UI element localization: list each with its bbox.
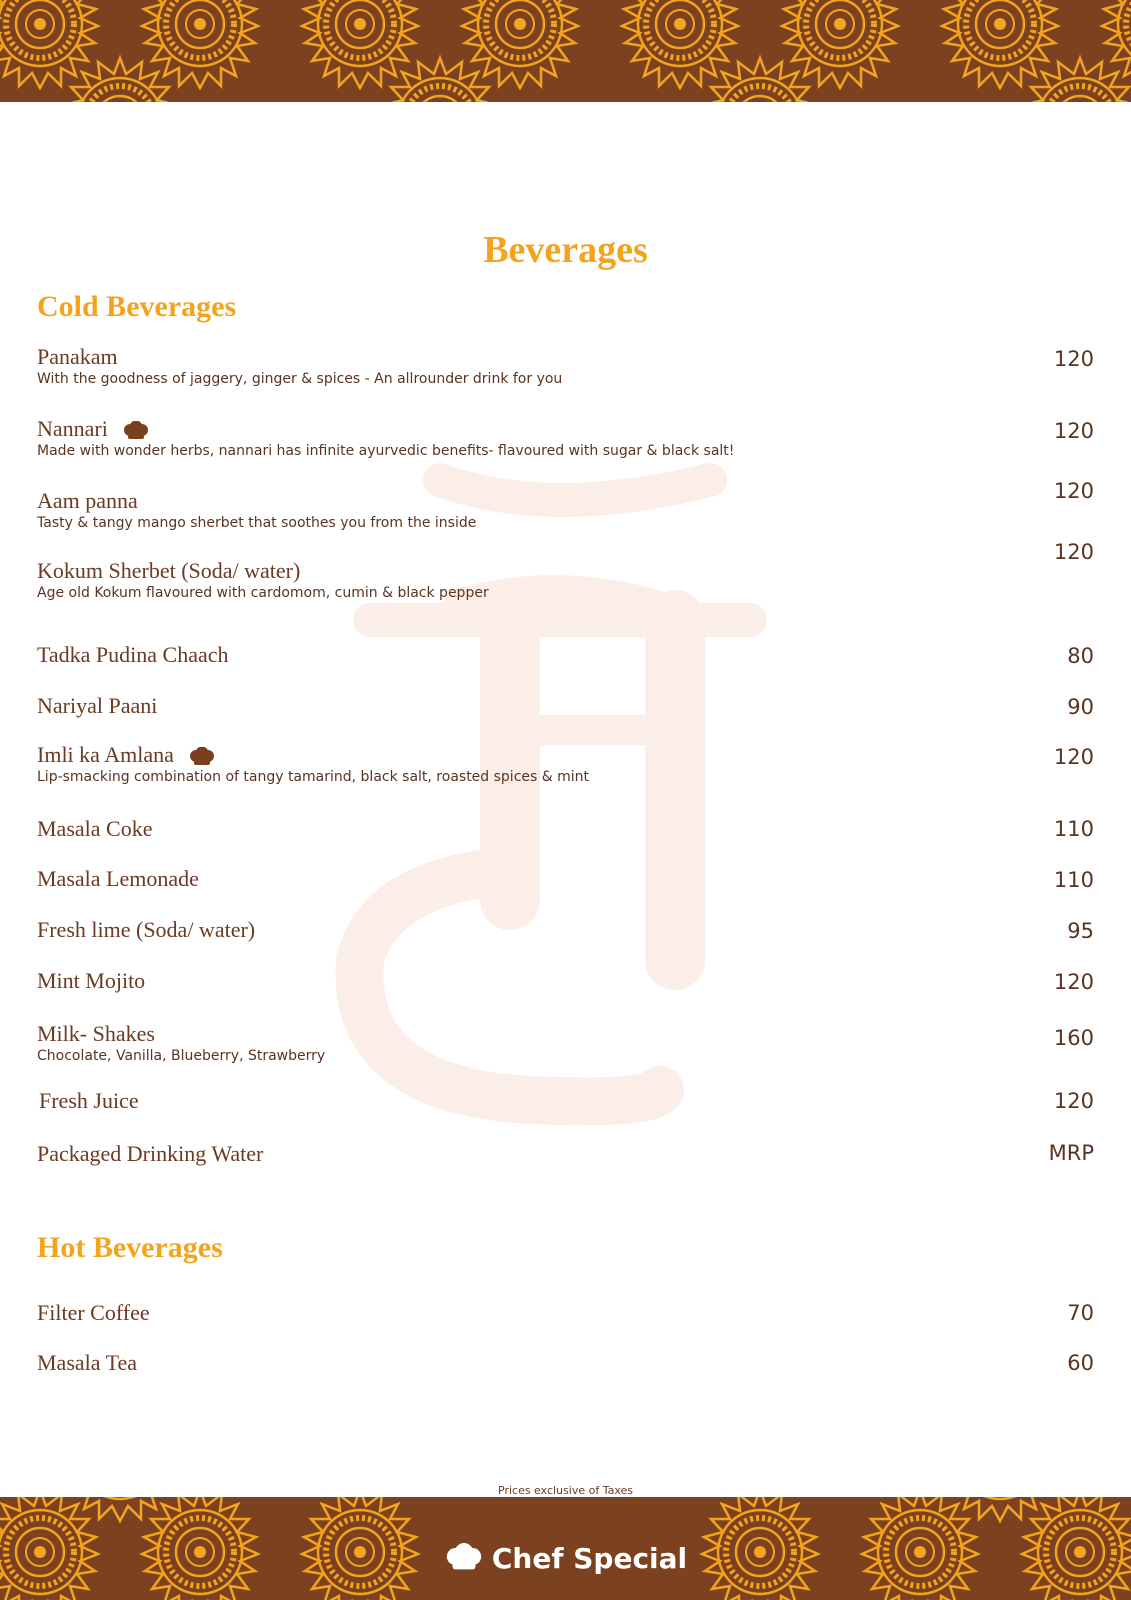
item-name: Kokum Sherbet (Soda/ water) (37, 558, 301, 583)
item-name: Panakam (37, 344, 118, 369)
menu-item-aam-panna (37, 488, 1094, 532)
item-price: MRP (1048, 1141, 1094, 1165)
item-price: 110 (1053, 817, 1094, 841)
chef-special-legend (0, 1536, 1131, 1580)
item-name: Nannari (37, 416, 108, 441)
item-price: 120 (1053, 1089, 1094, 1113)
item-name: Masala Tea (37, 1350, 138, 1375)
item-price: 120 (1053, 479, 1094, 503)
menu-item-imli-ka-amlana (37, 742, 1094, 786)
item-price: 120 (1053, 347, 1094, 371)
item-name: Filter Coffee (37, 1300, 150, 1325)
menu-item-panakam (37, 344, 1094, 388)
section-title-cold-beverages: Cold Beverages (37, 290, 237, 323)
item-price: 60 (1067, 1351, 1094, 1375)
legend-label: Chef Special (491, 1541, 688, 1575)
item-name: Packaged Drinking Water (37, 1141, 264, 1166)
item-price: 70 (1067, 1301, 1094, 1325)
item-name: Fresh Juice (39, 1088, 139, 1113)
page-title: Beverages (483, 229, 648, 271)
menu-item-milk-shakes (37, 1021, 1094, 1065)
menu-item-fresh-lime (37, 917, 1094, 943)
item-name: Nariyal Paani (37, 693, 158, 718)
item-price: 120 (1053, 540, 1094, 564)
menu-item-fresh-juice (37, 1088, 1094, 1114)
menu-item-masala-lemonade (37, 866, 1094, 892)
item-price: 160 (1053, 1026, 1094, 1050)
section-title-hot-beverages: Hot Beverages (37, 1231, 223, 1264)
item-name: Tadka Pudina Chaach (37, 642, 229, 667)
item-price: 95 (1067, 919, 1094, 943)
menu-item-nariyal-paani (37, 693, 1094, 719)
item-name: Milk- Shakes (37, 1021, 155, 1046)
item-name: Mint Mojito (37, 968, 146, 993)
item-name: Masala Coke (37, 816, 153, 841)
item-price: 120 (1053, 970, 1094, 994)
menu-item-packaged-drinking-water (37, 1141, 1094, 1167)
chef-hat-icon (444, 1543, 484, 1573)
item-price: 90 (1067, 695, 1094, 719)
item-name: Fresh lime (Soda/ water) (37, 917, 256, 942)
item-description: Chocolate, Vanilla, Blueberry, Strawberry (37, 1048, 326, 1064)
item-name: Aam panna (37, 488, 138, 513)
chef-hat-icon (188, 747, 216, 767)
item-price: 80 (1067, 644, 1094, 668)
item-name-row (37, 416, 1094, 442)
sun-mandala-border-top (0, 0, 1131, 102)
menu-item-mint-mojito (37, 968, 1094, 994)
menu-item-masala-tea (37, 1350, 1094, 1376)
menu-item-tadka-pudina-chaach (37, 642, 1094, 668)
item-price: 120 (1053, 419, 1094, 443)
top-ornament-band (0, 0, 1131, 102)
item-description: Lip-smacking combination of tangy tamarind, black salt, roasted spices & mint (37, 769, 590, 785)
item-description: With the goodness of jaggery, ginger & spices - An allrounder drink for you (37, 371, 563, 387)
item-description: Tasty & tangy mango sherbet that soothes you from the inside (37, 515, 477, 531)
item-name-row (37, 742, 1094, 768)
menu-item-masala-coke (37, 816, 1094, 842)
item-name: Imli ka Amlana (37, 742, 174, 767)
menu-item-filter-coffee (37, 1300, 1094, 1326)
chef-hat-icon (122, 421, 150, 441)
item-price: 110 (1053, 868, 1094, 892)
item-description: Age old Kokum flavoured with cardomom, cumin & black pepper (37, 585, 489, 601)
item-description: Made with wonder herbs, nannari has infinite ayurvedic benefits- flavoured with sugar & black salt! (37, 443, 735, 459)
menu-item-kokum-sherbet (37, 558, 1094, 602)
footer-note: Prices exclusive of Taxes (498, 1484, 633, 1497)
item-name: Masala Lemonade (37, 866, 199, 891)
item-price: 120 (1053, 745, 1094, 769)
menu-item-nannari (37, 416, 1094, 460)
